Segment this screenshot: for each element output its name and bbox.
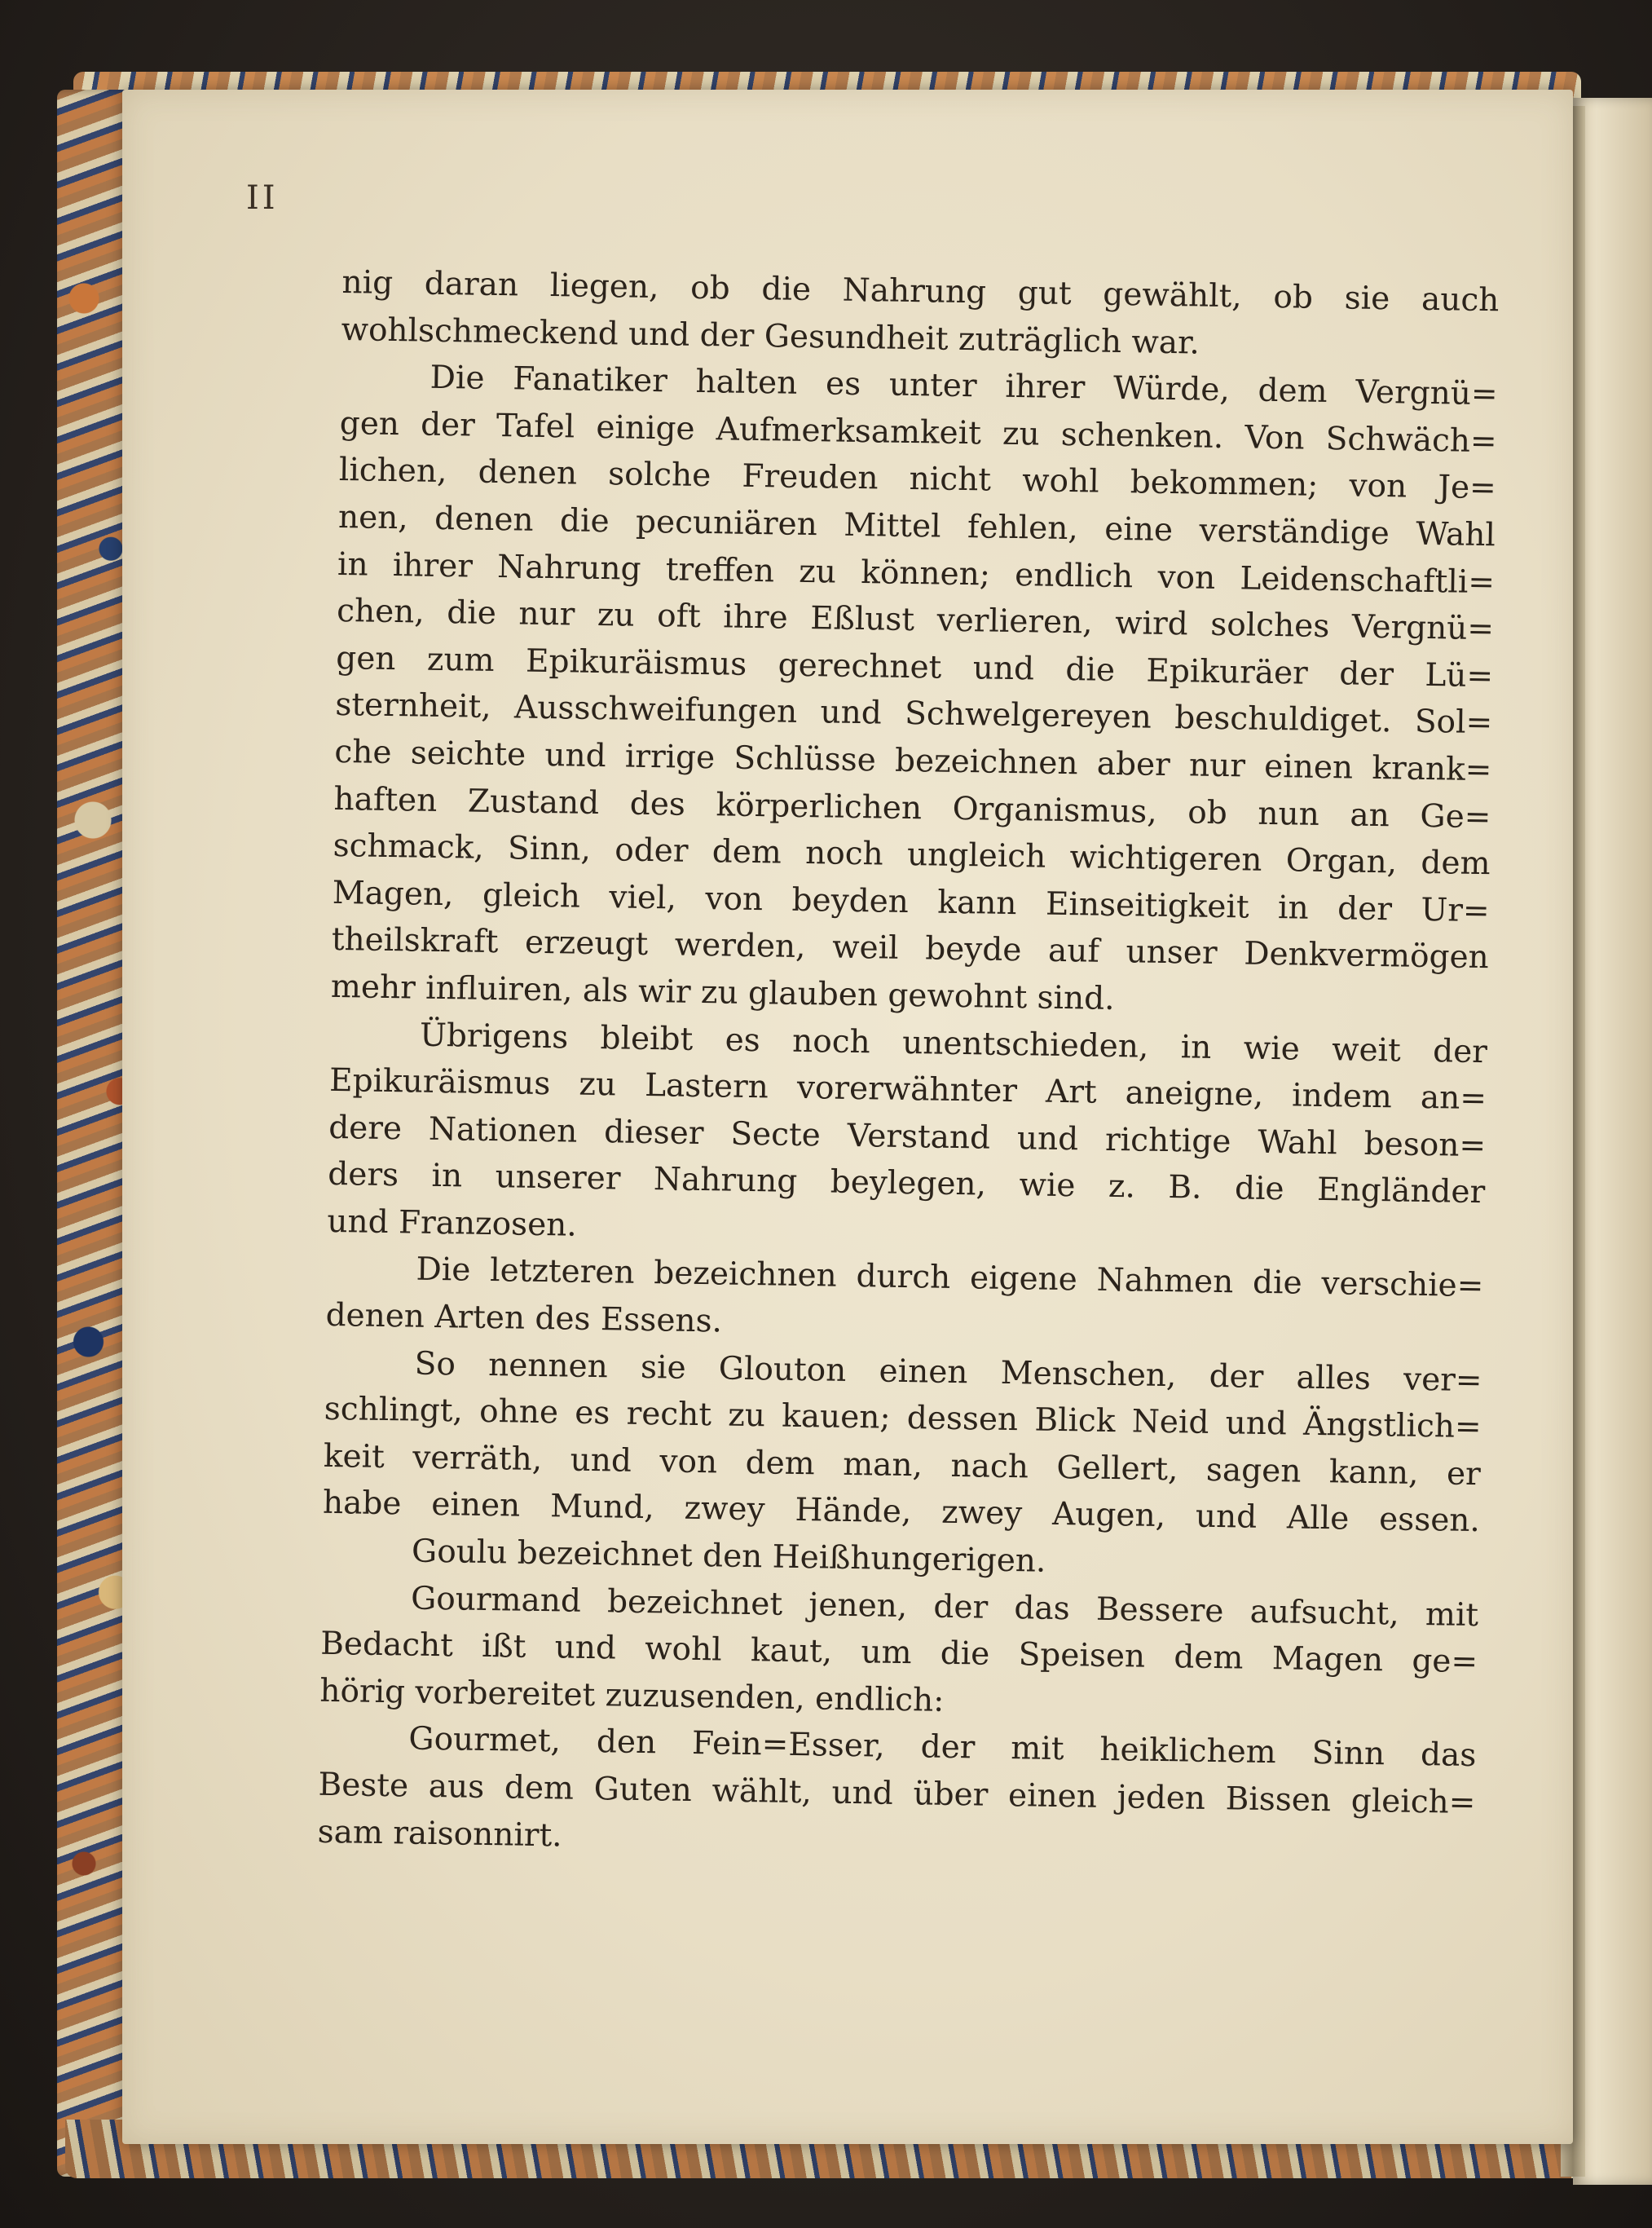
text-line: mehr influiren, als wir zu glauben gewohnt sind. [330, 968, 1115, 1017]
text-line: Epikuräismus zu Lastern vorerwähnter Art aneigne, indem an= [328, 1061, 1487, 1118]
page-number: II [246, 179, 279, 217]
text-line: Gourmet, den Fein=Esser, der mit heiklichem Sinn das [408, 1720, 1477, 1775]
text-line: Goulu bezeichnet den Heißhungerigen. [411, 1533, 1046, 1580]
text-line: sternheit, Ausschweifungen und Schwelgereyen beschuldiget. Sol= [335, 686, 1493, 742]
text-line: Die Fanatiker halten es unter ihrer Würde, dem Vergnü= [430, 359, 1498, 413]
text-line: Magen, gleich viel, von beyden kann Einseitigkeit in der Ur= [332, 874, 1490, 929]
text-line: dere Nationen dieser Secte Verstand und richtige Wahl beson= [328, 1109, 1487, 1164]
text-line: nig daran liegen, ob die Nahrung gut gewählt, ob sie auch [341, 263, 1500, 320]
text-line: nen, denen die pecuniären Mittel fehlen, eine verständige Wahl [337, 498, 1496, 554]
text-line: haften Zustand des körperlichen Organismus, ob nun an Ge= [333, 780, 1491, 836]
text-line: Übrigens bleibt es noch unentschieden, in wie weit der [419, 1017, 1488, 1070]
text-line: und Franzosen. [327, 1202, 578, 1244]
text-line: schlingt, ohne es recht zu kauen; dessen Blick Neid und Ängstlich= [324, 1391, 1482, 1446]
text-line: So nennen sie Glouton einen Menschen, der alles ver= [414, 1345, 1482, 1399]
text-line: chen, die nur zu oft ihre Eßlust verlieren, wird solches Vergnü= [336, 593, 1495, 648]
page-text [317, 259, 1500, 1873]
text-line: hörig vorbereitet zuzusenden, endlich: [319, 1672, 945, 1719]
text-line: gen der Tafel einige Aufmerksamkeit zu schenken. Von Schwäch= [339, 404, 1498, 461]
text-line: habe einen Mund, zwey Hände, zwey Augen, und Alle essen. [322, 1485, 1481, 1540]
text-line: che seichte und irrige Schlüsse bezeichnen aber nur einen krank= [334, 733, 1492, 789]
text-line: theilskraft erzeugt werden, weil beyde auf unser Denkvermögen [331, 921, 1490, 977]
text-line: schmack, Sinn, oder dem noch ungleich wichtigeren Organ, dem [333, 827, 1491, 883]
text-line: Gourmand bezeichnet jenen, der das Bessere aufsucht, mit [410, 1580, 1479, 1634]
text-line: ders in unserer Nahrung beylegen, wie z. B. die Engländer [328, 1156, 1486, 1211]
text-line: lichen, denen solche Freuden nicht wohl bekommen; von Je= [338, 452, 1497, 507]
text-line: Beste aus dem Guten wählt, und über einen jeden Bissen gleich= [318, 1766, 1476, 1822]
text-line: Bedacht ißt und wohl kaut, um die Speisen dem Magen ge= [319, 1626, 1478, 1681]
text-line: wohlschmeckend und der Gesundheit zuträglich war. [341, 311, 1200, 362]
text-line: in ihrer Nahrung treffen zu können; endlich von Leidenschaftli= [337, 545, 1496, 601]
text-line: gen zum Epikuräismus gerechnet und die Epikuräer der Lü= [335, 639, 1494, 695]
text-line: keit verräth, und von dem man, nach Gellert, sagen kann, er [323, 1437, 1482, 1493]
text-line: denen Arten des Essens. [325, 1296, 723, 1340]
text-line: sam raisonnirt. [317, 1813, 562, 1855]
text-line: Die letzteren bezeichnen durch eigene Nahmen die verschie= [416, 1251, 1484, 1305]
